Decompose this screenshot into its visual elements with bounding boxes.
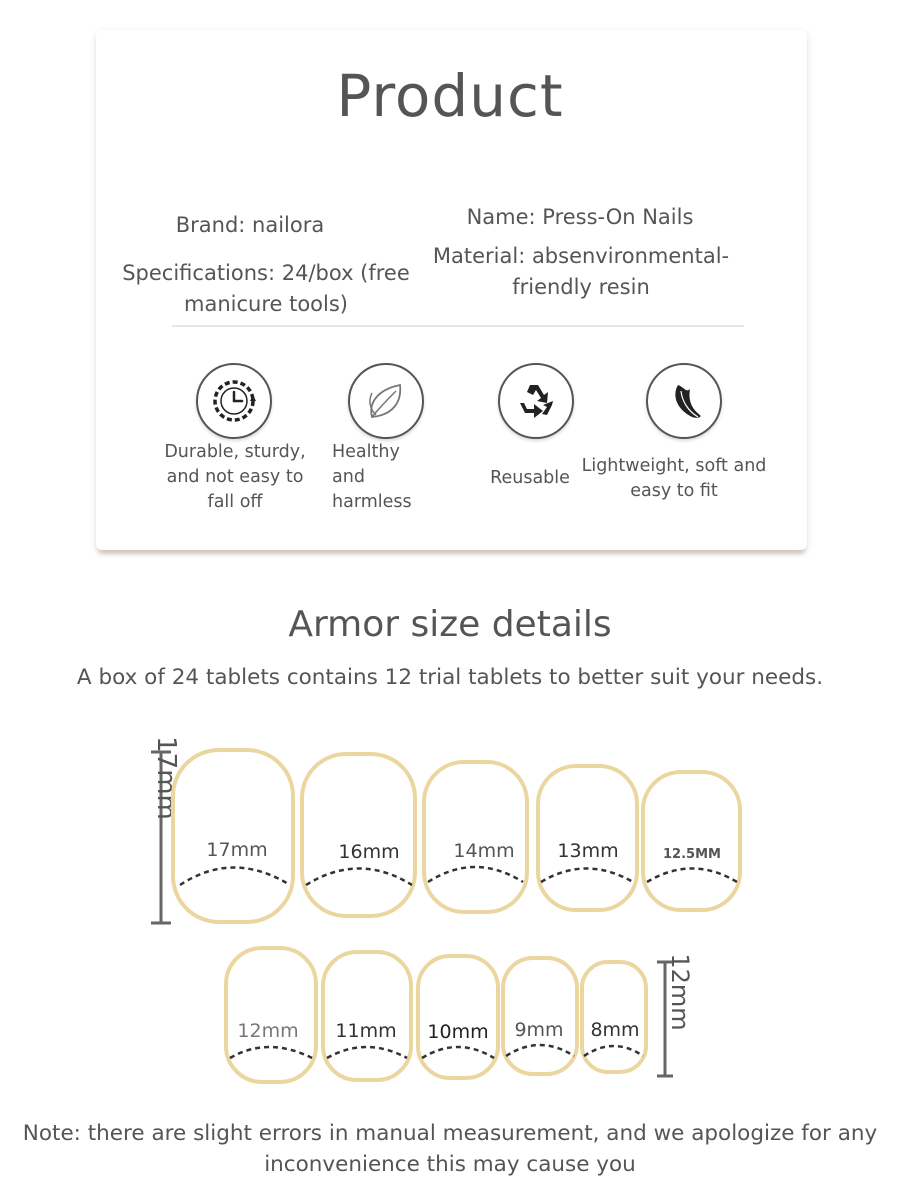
nail-16mm xyxy=(302,754,415,916)
width-label-12mm: 12mm xyxy=(237,1020,299,1042)
armor-subtitle: A box of 24 tablets contains 12 trial tablets to better suit your needs. xyxy=(76,665,824,690)
feature-label-durable: Durable, sturdy, and not easy to fall off xyxy=(164,442,306,512)
width-label-13mm: 13mm xyxy=(557,840,619,862)
width-label-17mm: 17mm xyxy=(206,839,268,861)
width-label-16mm: 16mm xyxy=(338,841,400,863)
nail-10mm xyxy=(418,956,498,1078)
height-label-row2: 12mm xyxy=(666,953,694,1031)
brand-text: Brand: nailora xyxy=(175,213,325,237)
nail-8mm xyxy=(582,962,646,1072)
product-title: Product xyxy=(336,62,564,130)
width-label-11mm: 11mm xyxy=(335,1020,397,1042)
height-ruler-row2 xyxy=(657,953,694,1076)
armor-title: Armor size details xyxy=(288,604,612,645)
nail-14mm xyxy=(424,762,527,912)
width-label-9mm: 9mm xyxy=(514,1019,564,1041)
width-label-8mm: 8mm xyxy=(590,1019,640,1041)
nail-13mm xyxy=(538,766,637,910)
nail-9mm xyxy=(503,958,577,1074)
recycle-icon xyxy=(498,363,574,439)
name-text: Name: Press-On Nails xyxy=(466,205,694,229)
height-label-row1: 17mm xyxy=(151,736,181,820)
width-label-14mm: 14mm xyxy=(453,840,515,862)
feature-label-reusable: Reusable xyxy=(490,468,570,488)
nail-12-5mm xyxy=(643,772,740,910)
measurement-note: Note: there are slight errors in manual measurement, and we apologize for any inconvenience this may cause you xyxy=(22,1121,878,1177)
nail-11mm xyxy=(323,952,411,1080)
material-text: Material: absenvironmental-friendly resin xyxy=(432,244,730,299)
feather-icon xyxy=(646,363,722,439)
divider xyxy=(172,325,744,327)
nail-12mm xyxy=(226,948,316,1082)
feature-label-healthy: Healthy and harmless xyxy=(332,442,412,512)
width-label-10mm: 10mm xyxy=(427,1021,489,1043)
specifications-text: Specifications: 24/box (free manicure tools) xyxy=(122,261,410,316)
nail-size-diagram xyxy=(0,730,900,1130)
nail-17mm xyxy=(173,750,293,922)
leaf-icon xyxy=(348,363,424,439)
clock-icon xyxy=(196,363,272,439)
feature-label-lightweight: Lightweight, soft and easy to fit xyxy=(581,456,767,501)
width-label-12-5mm: 12.5MM xyxy=(663,847,721,862)
